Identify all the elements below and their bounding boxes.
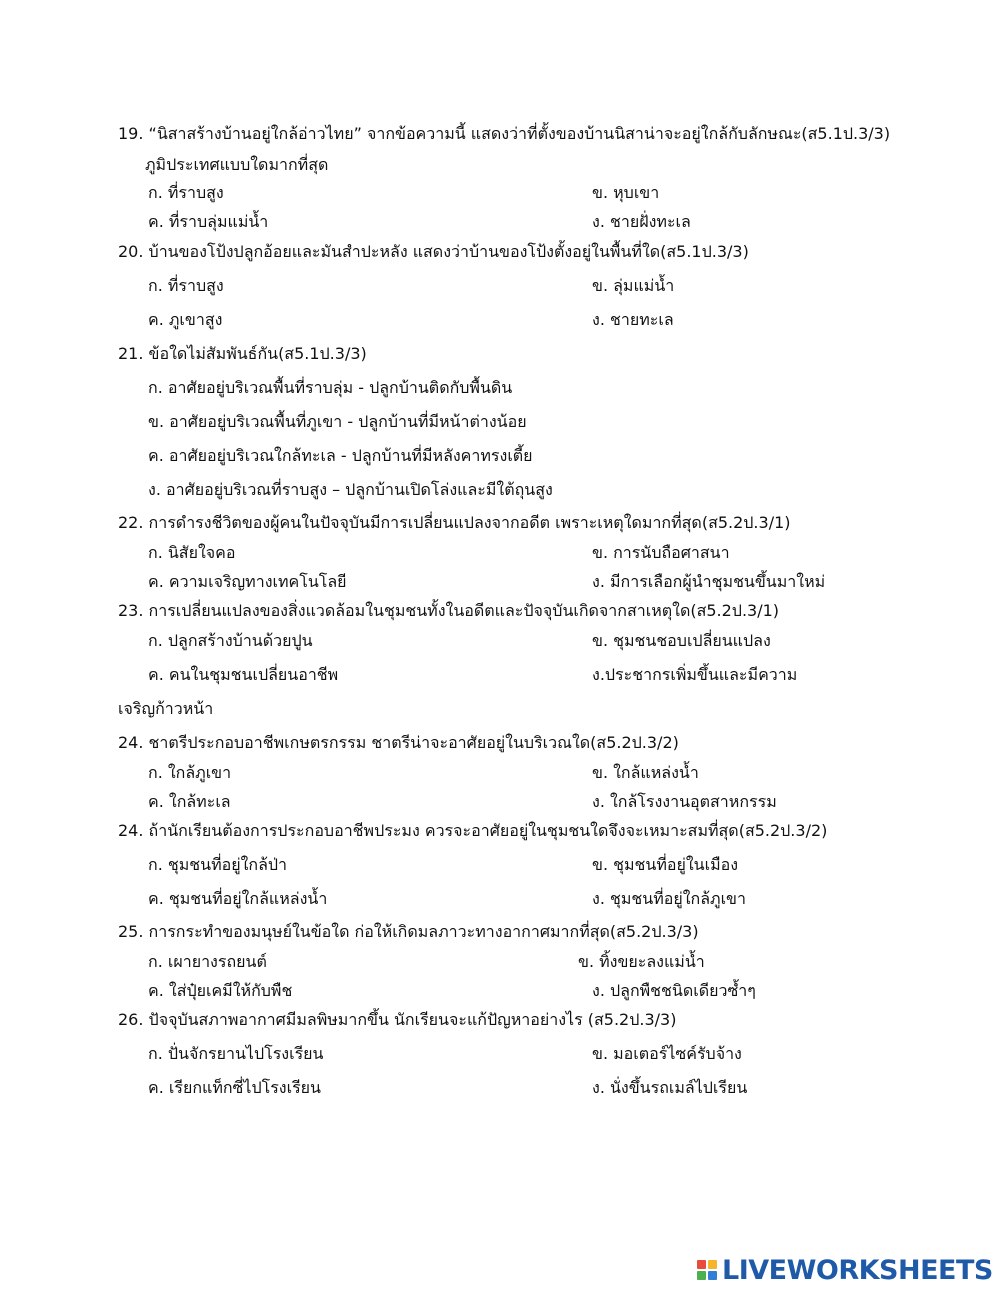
question-22-option-a: ก. นิสัยใจคอ <box>148 543 236 562</box>
question-20-option-c: ค. ภูเขาสูง <box>148 310 223 329</box>
question-26-option-c: ค. เรียกแท็กซี่ไปโรงเรียน <box>148 1078 321 1097</box>
question-21-option-b: ข. อาศัยอยู่บริเวณพื้นที่ภูเขา - ปลูกบ้านที่มีหน้าต่างน้อย <box>148 412 527 431</box>
question-23-option-c: ค. คนในชุมชนเปลี่ยนอาชีพ <box>148 665 339 684</box>
question-19-option-b: ข. หุบเขา <box>592 183 660 202</box>
question-23-option-a: ก. ปลูกสร้างบ้านด้วยปูน <box>148 631 313 650</box>
question-24a-text: 24. ชาตรีประกอบอาชีพเกษตรกรรม ชาตรีน่าจะอาศัยอยู่ในบริเวณใด(ส5.2ป.3/2) <box>118 733 679 752</box>
question-25-option-d: ง. ปลูกพืชชนิดเดียวซ้ำๆ <box>592 981 756 1000</box>
question-22-option-c: ค. ความเจริญทางเทคโนโลยี <box>148 572 347 591</box>
question-24b-option-c: ค. ชุมชนที่อยู่ใกล้แหล่งน้ำ <box>148 889 328 908</box>
question-26-option-a: ก. ปั่นจักรยานไปโรงเรียน <box>148 1044 324 1063</box>
question-25-text: 25. การกระทำของมนุษย์ในข้อใด ก่อให้เกิดมลภาวะทางอากาศมากที่สุด(ส5.2ป.3/3) <box>118 922 699 941</box>
question-22-option-b: ข. การนับถือศาสนา <box>592 543 730 562</box>
question-24b-option-d: ง. ชุมชนที่อยู่ใกล้ภูเขา <box>592 889 746 908</box>
liveworksheets-mark-icon <box>697 1260 717 1280</box>
question-23-option-d: ง.ประชากรเพิ่มขึ้นและมีความ <box>592 665 798 684</box>
question-20-option-d: ง. ชายทะเล <box>592 310 674 329</box>
question-19-text: 19. “นิสาสร้างบ้านอยู่ใกล้อ่าวไทย” จากข้อความนี้ แสดงว่าที่ตั้งของบ้านนิสาน่าจะอยู่ใกล้กับลักษณะ(ส5.1ป.3/3) <box>118 124 891 143</box>
question-26-text: 26. ปัจจุบันสภาพอากาศมีมลพิษมากขึ้น นักเรียนจะแก้ปัญหาอย่างไร (ส5.2ป.3/3) <box>118 1010 677 1029</box>
question-21-option-c: ค. อาศัยอยู่บริเวณใกล้ทะเล - ปลูกบ้านที่มีหลังคาทรงเตี้ย <box>148 446 533 465</box>
question-20-option-b: ข. ลุ่มแม่น้ำ <box>592 276 675 295</box>
mark-square-red <box>697 1260 706 1269</box>
question-19-option-c: ค. ที่ราบลุ่มแม่น้ำ <box>148 212 269 231</box>
liveworksheets-logo <box>697 1254 993 1286</box>
question-23-text: 23. การเปลี่ยนแปลงของสิ่งแวดล้อมในชุมชนทั้งในอดีตและปัจจุบันเกิดจากสาเหตุใด(ส5.2ป.3/1) <box>118 601 780 620</box>
question-22-text: 22. การดำรงชีวิตของผู้คนในปัจจุบันมีการเปลี่ยนแปลงจากอดีต เพราะเหตุใดมากที่สุด(ส5.2ป.3/1) <box>118 513 791 532</box>
question-25-option-c: ค. ใส่ปุ๋ยเคมีให้กับพืช <box>148 981 293 1000</box>
question-26-option-b: ข. มอเตอร์ไซค์รับจ้าง <box>592 1044 742 1063</box>
question-24a-option-d: ง. ใกล้โรงงานอุตสาหกรรม <box>592 792 777 811</box>
question-25-option-a: ก. เผายางรถยนต์ <box>148 952 267 971</box>
question-23-option-b: ข. ชุมชนชอบเปลี่ยนแปลง <box>592 631 771 650</box>
question-24a-option-b: ข. ใกล้แหล่งน้ำ <box>592 763 699 782</box>
question-21-option-d: ง. อาศัยอยู่บริเวณที่ราบสูง – ปลูกบ้านเปิดโล่งและมีใต้ถุนสูง <box>148 480 553 499</box>
question-24b-option-b: ข. ชุมชนที่อยู่ในเมือง <box>592 855 739 874</box>
mark-square-blue <box>708 1271 717 1280</box>
question-21-option-a: ก. อาศัยอยู่บริเวณพื้นที่ราบลุ่ม - ปลูกบ้านติดกับพื้นดิน <box>148 378 513 397</box>
question-21-text: 21. ข้อใดไม่สัมพันธ์กัน(ส5.1ป.3/3) <box>118 344 367 363</box>
question-24b-text: 24. ถ้านักเรียนต้องการประกอบอาชีพประมง ควรจะอาศัยอยู่ในชุมชนใดจึงจะเหมาะสมที่สุด(ส5.2ป.3/2) <box>118 821 828 840</box>
question-26-option-d: ง. นั่งขึ้นรถเมล์ไปเรียน <box>592 1078 748 1097</box>
question-24a-option-c: ค. ใกล้ทะเล <box>148 792 231 811</box>
question-25-option-b: ข. ทิ้งขยะลงแม่น้ำ <box>578 952 705 971</box>
mark-square-green <box>697 1271 706 1280</box>
question-24a-option-a: ก. ใกล้ภูเขา <box>148 763 232 782</box>
question-19-option-a: ก. ที่ราบสูง <box>148 183 224 202</box>
question-22-option-d: ง. มีการเลือกผู้นำชุมชนขึ้นมาใหม่ <box>592 572 826 591</box>
liveworksheets-wordmark: LIVEWORKSHEETS <box>722 1254 993 1286</box>
mark-square-yellow <box>708 1260 717 1269</box>
question-19-option-d: ง. ชายฝั่งทะเล <box>592 212 691 231</box>
question-19-continuation: ภูมิประเทศแบบใดมากที่สุด <box>145 155 329 174</box>
question-20-text: 20. บ้านของโป้งปลูกอ้อยและมันสำปะหลัง แสดงว่าบ้านของโป้งตั้งอยู่ในพื้นที่ใด(ส5.1ป.3/3) <box>118 242 749 261</box>
question-23-option-d-wrap: เจริญก้าวหน้า <box>118 699 214 718</box>
question-20-option-a: ก. ที่ราบสูง <box>148 276 224 295</box>
question-24b-option-a: ก. ชุมชนที่อยู่ใกล้ป่า <box>148 855 288 874</box>
